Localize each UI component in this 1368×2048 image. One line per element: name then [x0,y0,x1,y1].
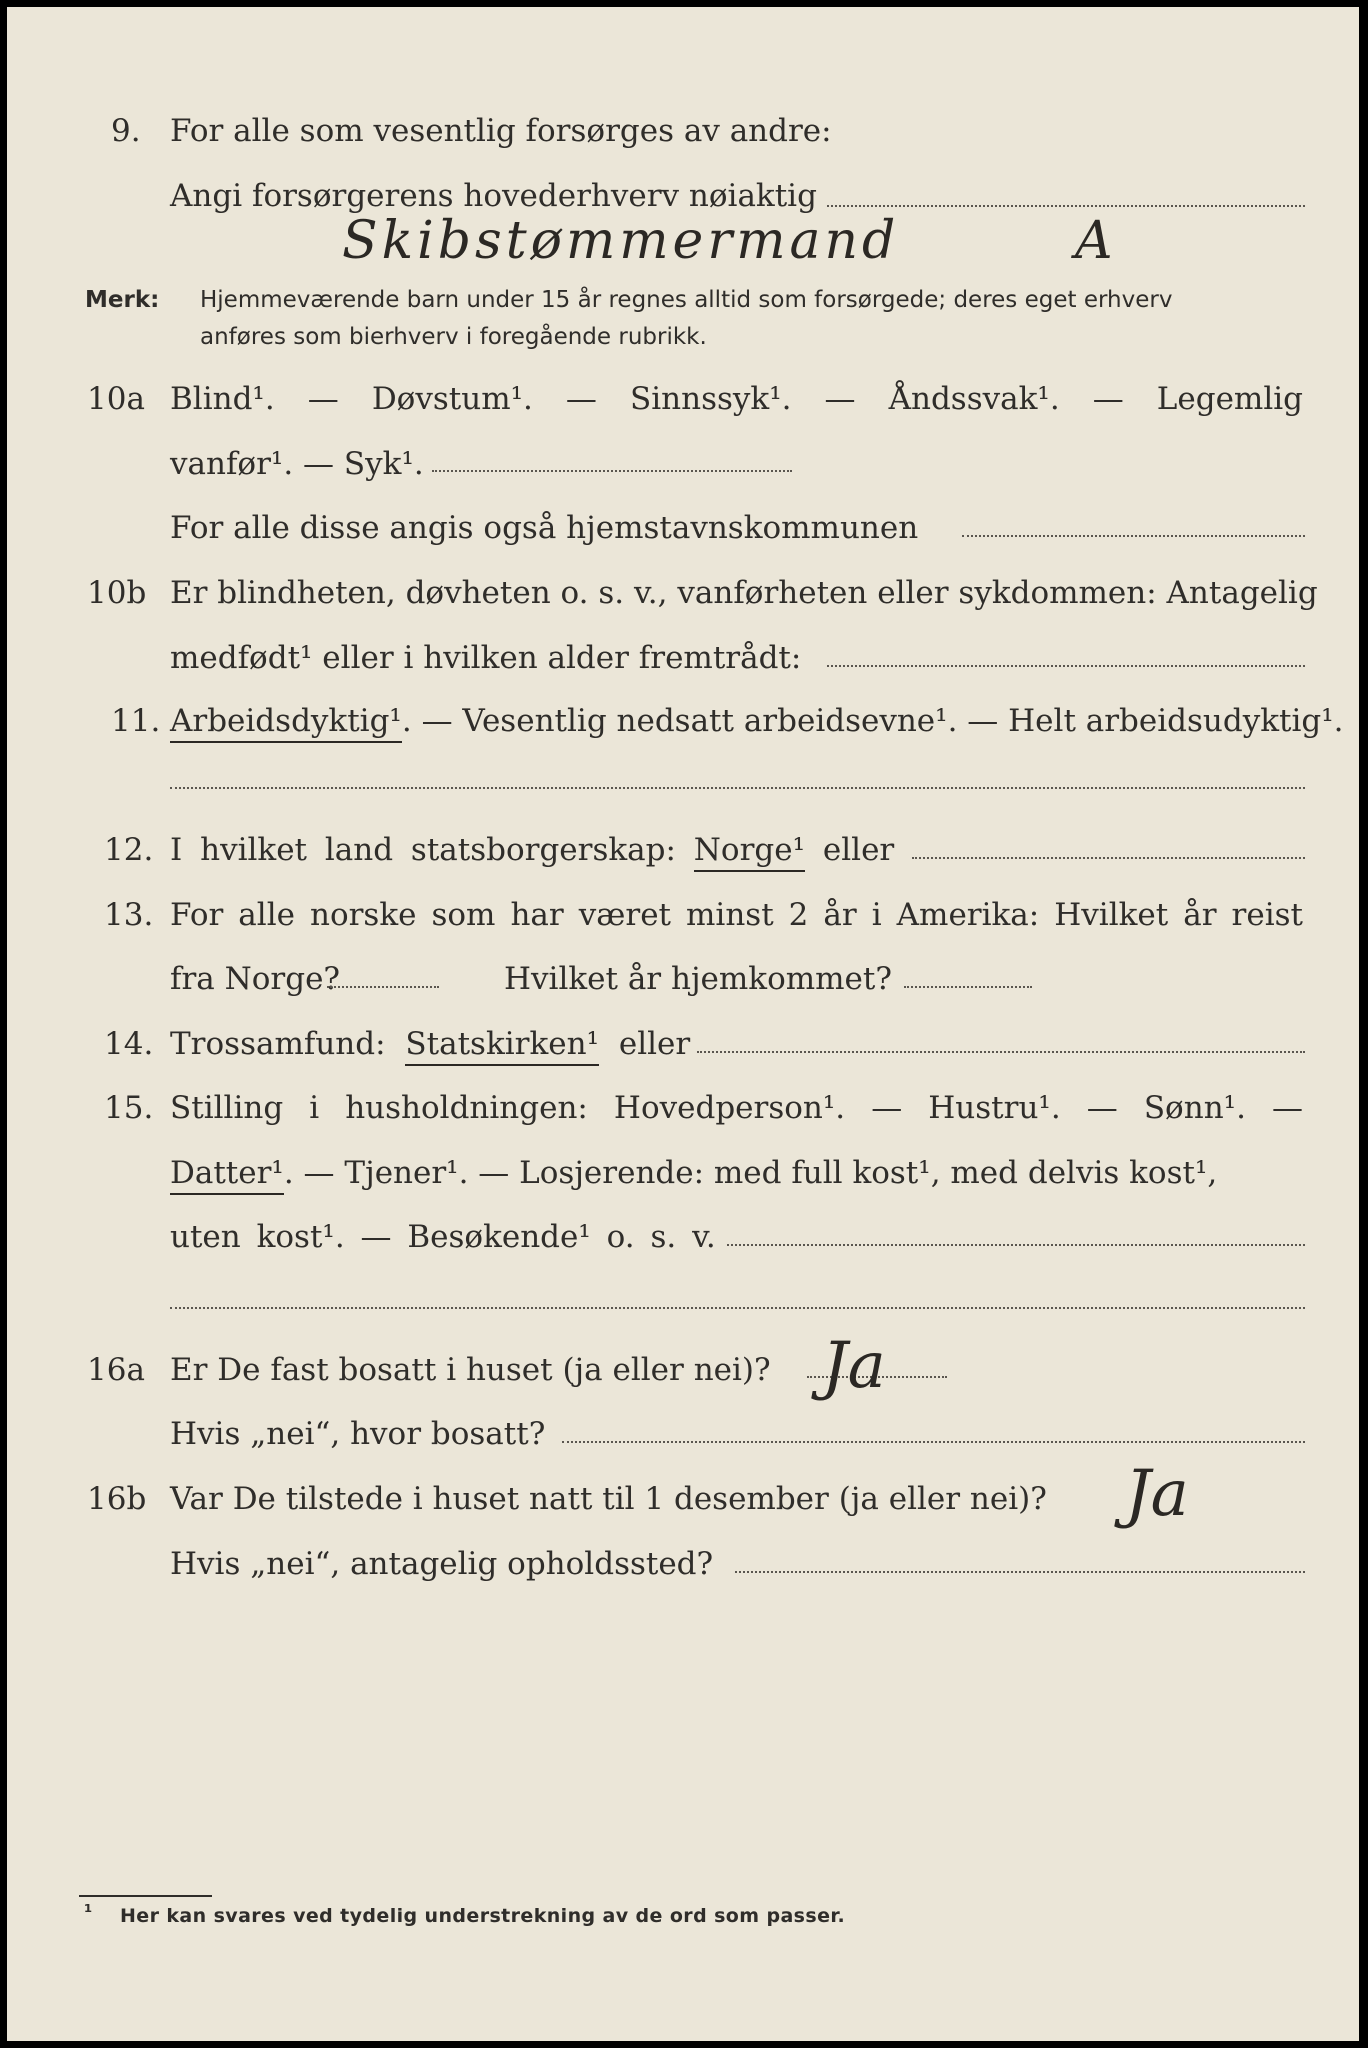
q16a-handwritten-answer: Ja [822,1329,886,1403]
q9-number: 9. [111,113,141,149]
q16a-row-2 [7,1410,1359,1458]
q16a-line-2: Hvis „nei“, hvor bosatt? [170,1416,546,1452]
q12-dotted-line [912,857,1305,859]
footnote [84,1901,846,1927]
q10b-row-1 [7,569,1359,617]
q15-line-3: uten kost¹. — Besøkende¹ o. s. v. [170,1219,716,1255]
q16b-line-1: Var De tilstede i huset natt til 1 desember (ja eller nei)? [170,1481,1047,1517]
q11-dotted-line [170,787,1305,789]
q11-option-arbeidsdyktig: Arbeidsdyktig¹ [170,703,402,743]
q13-line-1: For alle norske som har været minst 2 år i Amerika: Hvilket år reist [170,897,1303,933]
q12-text: I hvilket land statsborgerskap: [170,832,676,868]
q10a-line-1: Blind¹. — Døvstum¹. — Sinnssyk¹. — Åndssvak¹. — Legemlig [170,381,1303,417]
q14-number: 14. [104,1026,154,1062]
q12-row [7,826,1359,874]
q10a-row-2 [7,440,1359,488]
q11-number: 11. [111,703,161,739]
footnote-text: Her kan svares ved tydelig understrekning av de ord som passer. [120,1905,846,1927]
q13-line-2a: fra Norge? [170,961,341,997]
q11-row [7,697,1359,745]
q9-line-2: Angi forsørgerens hovederhverv nøiaktig [170,178,817,214]
q13-reist-dotted-line [327,986,439,988]
q15-line-1: Stilling i husholdningen: Hovedperson¹. — Hustru¹. — Sønn¹. — [170,1090,1303,1126]
q9-line-1: For alle som vesentlig forsørges av andre: [170,113,832,149]
q16b-row-2 [7,1540,1359,1588]
q16b-opholdssted-dotted-line [735,1571,1305,1573]
q15-row-2 [7,1149,1359,1197]
q9-row-1 [7,107,1359,155]
q10a-line-2: vanfør¹. — Syk¹. [170,446,424,482]
q9-handwritten-answer: Skibstømmermand [342,211,900,271]
q16b-number: 16b [87,1481,147,1517]
q10a-line-3: For alle disse angis også hjemstavnskommunen [170,510,919,546]
merk-label: Merk: [85,287,160,313]
q13-line-2b: Hvilket år hjemkommet? [504,961,892,997]
q10a-hjemstavn-dotted-line [962,535,1305,537]
footnote-mark: ¹ [84,1901,93,1923]
q10b-number: 10b [87,575,147,611]
q9-answer-dotted-line [827,205,1305,207]
q15-dotted-line-2 [170,1307,1305,1309]
q13-row-1 [7,891,1359,939]
q15-row-1 [7,1084,1359,1132]
q15-line-2-rest: . — Tjener¹. — Losjerende: med full kost¹, med delvis kost¹, [283,1155,1218,1191]
q10a-row-1 [7,375,1359,423]
q13-row-2 [7,955,1359,1003]
q12-number: 12. [104,832,154,868]
q13-hjemkommet-dotted-line [904,986,1032,988]
footnote-rule [79,1895,212,1897]
q15-number: 15. [104,1090,154,1126]
q10a-number: 10a [87,381,145,417]
merk-text-1: Hjemmeværende barn under 15 år regnes alltid som forsørgede; deres eget erhverv [200,287,1173,313]
merk-note-line-1 [85,282,1173,318]
q16a-line-1: Er De fast bosatt i huset (ja eller nei)? [170,1352,771,1388]
q16a-bosatt-dotted-line [562,1441,1305,1443]
q14-dotted-line [697,1051,1305,1053]
q12-option-norge: Norge¹ [694,832,805,872]
q16a-row-1 [7,1346,1359,1394]
q13-number: 13. [104,897,154,933]
q10b-line-1: Er blindheten, døvheten o. s. v., vanførheten eller sykdommen: Antagelig [170,575,1318,611]
q12-after: eller [822,832,895,868]
q11-rest: . — Vesentlig nedsatt arbeidsevne¹. — Helt arbeidsudyktig¹. [401,703,1344,739]
q10a-row-3 [7,504,1359,552]
q16a-number: 16a [87,1352,145,1388]
q14-row [7,1020,1359,1068]
merk-text-2: anføres som bierhverv i foregående rubrikk. [200,324,707,350]
q10a-syk-dotted-line [432,470,792,472]
q16b-line-2: Hvis „nei“, antagelig opholdssted? [170,1546,714,1582]
q15-option-datter: Datter¹ [170,1155,284,1195]
q10b-line-2: medfødt¹ eller i hvilken alder fremtrådt: [170,640,802,676]
q14-option-statskirken: Statskirken¹ [405,1026,599,1066]
q14-after: eller [618,1026,691,1062]
q14-text: Trossamfund: [170,1026,386,1062]
q15-row-3 [7,1213,1359,1261]
q16b-handwritten-answer: Ja [1125,1457,1189,1531]
q9-handwritten-mark: A [1075,211,1113,271]
q15-dotted-line-1 [727,1244,1305,1246]
census-form-page [7,7,1359,2041]
q10b-row-2 [7,634,1359,682]
q10b-dotted-line [827,665,1305,667]
